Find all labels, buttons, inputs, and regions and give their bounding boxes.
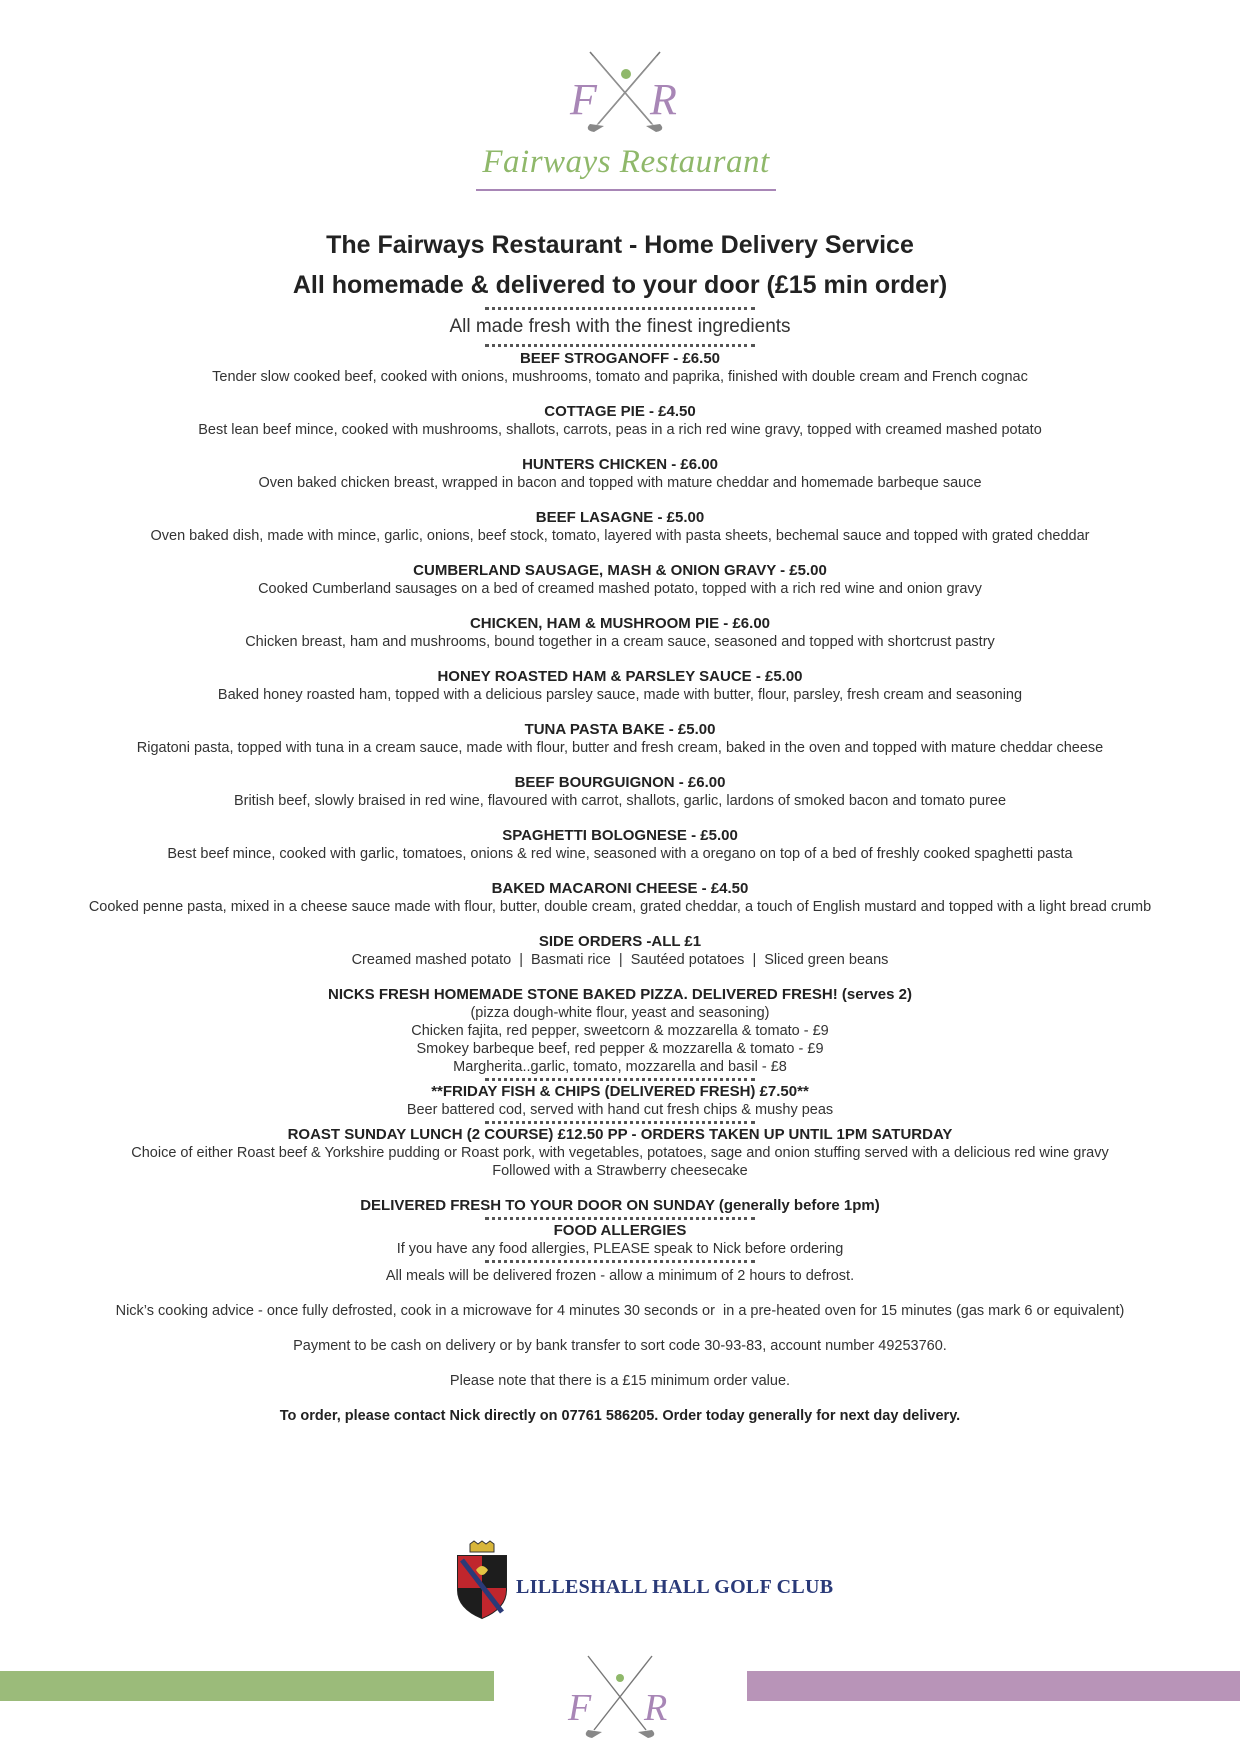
dish-item bbox=[40, 403, 1200, 439]
dish-name: COTTAGE PIE - £4.50 bbox=[544, 403, 696, 420]
minimum-order-note: Please note that there is a £15 minimum order value. bbox=[449, 1373, 791, 1389]
payment-info: Payment to be cash on delivery or by bank transfer to sort code 30-93-83, account number 49253760. bbox=[293, 1338, 947, 1354]
side-orders-items: Creamed mashed potato | Basmati rice | Sautéed potatoes | Sliced green beans bbox=[351, 952, 889, 968]
footer-band-green bbox=[0, 1671, 494, 1701]
monogram-r: R bbox=[650, 75, 677, 124]
dish-name: BEEF LASAGNE - £5.00 bbox=[535, 509, 705, 526]
friday-title: **FRIDAY FISH & CHIPS (DELIVERED FRESH) £7.50** bbox=[431, 1083, 809, 1100]
dotted-divider bbox=[485, 344, 755, 347]
monogram-r: R bbox=[644, 1687, 668, 1729]
dotted-divider bbox=[485, 1260, 755, 1263]
sunday-description: Choice of either Roast beef & Yorkshire pudding or Roast pork, with vegetables, potatoes, sage and onion stuffing served with a delicious red wine gravy bbox=[131, 1145, 1109, 1161]
side-orders bbox=[40, 933, 1200, 969]
dish-item bbox=[40, 774, 1200, 810]
logo-script-text: Fairways Restaurant bbox=[482, 144, 770, 180]
allergies-title: FOOD ALLERGIES bbox=[553, 1222, 687, 1239]
dotted-divider bbox=[485, 1078, 755, 1081]
dish-item bbox=[40, 509, 1200, 545]
dish-description: Rigatoni pasta, topped with tuna in a cream sauce, made with flour, butter and fresh cream, baked in the oven and topped with mature cheddar cheese bbox=[136, 740, 1104, 756]
dish-description: Chicken breast, ham and mushrooms, bound together in a cream sauce, seasoned and topped with shortcrust pastry bbox=[245, 634, 995, 650]
dish-item bbox=[40, 721, 1200, 757]
pizza-section bbox=[40, 986, 1200, 1076]
dish-item bbox=[40, 827, 1200, 863]
dotted-divider bbox=[485, 307, 755, 310]
club-name: LILLESHALL HALL GOLF CLUB bbox=[516, 1576, 834, 1598]
golf-club-logo bbox=[450, 1540, 834, 1620]
dish-name: TUNA PASTA BAKE - £5.00 bbox=[524, 721, 716, 738]
sunday-lunch bbox=[40, 1126, 1200, 1215]
allergies-description: If you have any food allergies, PLEASE speak to Nick before ordering bbox=[396, 1241, 844, 1257]
dish-name: CHICKEN, HAM & MUSHROOM PIE - £6.00 bbox=[469, 615, 771, 632]
menu-content bbox=[40, 225, 1200, 1425]
dish-name: CUMBERLAND SAUSAGE, MASH & ONION GRAVY - £5.00 bbox=[413, 562, 827, 579]
dish-item bbox=[40, 668, 1200, 704]
frozen-note: All meals will be delivered frozen - allow a minimum of 2 hours to defrost. bbox=[385, 1268, 855, 1284]
dish-name: HUNTERS CHICKEN - £6.00 bbox=[522, 456, 718, 473]
allergies-section bbox=[40, 1222, 1200, 1258]
dish-item bbox=[40, 350, 1200, 386]
dish-description: Best beef mince, cooked with garlic, tomatoes, onions & red wine, seasoned with a oregano on top of a bed of freshly cooked spaghetti pasta bbox=[167, 846, 1073, 862]
logo-underline bbox=[476, 189, 776, 191]
golf-ball-icon bbox=[616, 1674, 624, 1682]
monogram-f: F bbox=[568, 1687, 592, 1729]
dish-name: SPAGHETTI BOLOGNESE - £5.00 bbox=[502, 827, 738, 844]
club-crest-icon bbox=[450, 1540, 514, 1620]
order-contact: To order, please contact Nick directly on 07761 586205. Order today generally for next day delivery. bbox=[279, 1408, 961, 1424]
friday-special bbox=[40, 1083, 1200, 1119]
dish-description: Baked honey roasted ham, topped with a delicious parsley sauce, made with butter, flour, parsley, fresh cream and seasoning bbox=[217, 687, 1023, 703]
footer-band-purple bbox=[747, 1671, 1240, 1701]
golf-ball-icon bbox=[621, 69, 631, 79]
sunday-dessert: Followed with a Strawberry cheesecake bbox=[492, 1163, 748, 1179]
crossed-golf-clubs-icon bbox=[470, 48, 780, 143]
page-subtitle: All homemade & delivered to your door (£15 min order) bbox=[292, 271, 948, 299]
pizza-option: Margherita..garlic, tomato, mozzarella and basil - £8 bbox=[453, 1059, 787, 1075]
footer-monogram-logo bbox=[560, 1652, 680, 1747]
dish-name: BEEF BOURGUIGNON - £6.00 bbox=[514, 774, 726, 791]
dish-description: Best lean beef mince, cooked with mushrooms, shallots, carrots, peas in a rich red wine gravy, topped with creamed mashed potato bbox=[198, 422, 1042, 438]
dish-description: Cooked Cumberland sausages on a bed of creamed mashed potato, topped with a rich red wine and onion gravy bbox=[258, 581, 982, 597]
dish-item bbox=[40, 880, 1200, 916]
sunday-title: ROAST SUNDAY LUNCH (2 COURSE) £12.50 PP - ORDERS TAKEN UP UNTIL 1PM SATURDAY bbox=[287, 1126, 953, 1143]
dish-name: BAKED MACARONI CHEESE - £4.50 bbox=[491, 880, 749, 897]
pizza-title: NICKS FRESH HOMEMADE STONE BAKED PIZZA. DELIVERED FRESH! (serves 2) bbox=[328, 986, 912, 1003]
dotted-divider bbox=[485, 1217, 755, 1220]
dish-name: HONEY ROASTED HAM & PARSLEY SAUCE - £5.00 bbox=[437, 668, 803, 685]
sunday-delivery: DELIVERED FRESH TO YOUR DOOR ON SUNDAY (generally before 1pm) bbox=[360, 1197, 880, 1214]
dish-name: BEEF STROGANOFF - £6.50 bbox=[519, 350, 721, 367]
dotted-divider bbox=[485, 1121, 755, 1124]
dish-description: Oven baked chicken breast, wrapped in bacon and topped with mature cheddar and homemade barbeque sauce bbox=[258, 475, 982, 491]
dish-description: Tender slow cooked beef, cooked with onions, mushrooms, tomato and paprika, finished with double cream and French cognac bbox=[212, 369, 1028, 385]
page-title: The Fairways Restaurant - Home Delivery Service bbox=[326, 231, 914, 259]
side-orders-title: SIDE ORDERS -ALL £1 bbox=[538, 933, 702, 950]
dish-description: Cooked penne pasta, mixed in a cheese sauce made with flour, butter, double cream, grated cheddar, a touch of English mustard and topped with a light bread crumb bbox=[88, 899, 1152, 915]
restaurant-logo bbox=[470, 48, 780, 198]
dish-description: British beef, slowly braised in red wine, flavoured with carrot, shallots, garlic, lardons of smoked bacon and tomato puree bbox=[233, 793, 1007, 809]
dish-item bbox=[40, 615, 1200, 651]
dish-item bbox=[40, 456, 1200, 492]
friday-description: Beer battered cod, served with hand cut fresh chips & mushy peas bbox=[406, 1102, 834, 1118]
pizza-dough: (pizza dough-white flour, yeast and seasoning) bbox=[470, 1005, 770, 1021]
pizza-option: Smokey barbeque beef, red pepper & mozzarella & tomato - £9 bbox=[416, 1041, 824, 1057]
dish-description: Oven baked dish, made with mince, garlic, onions, beef stock, tomato, layered with pasta sheets, bechemal sauce and topped with grated cheddar bbox=[150, 528, 1090, 544]
pizza-option: Chicken fajita, red pepper, sweetcorn & mozzarella & tomato - £9 bbox=[411, 1023, 829, 1039]
dish-item bbox=[40, 562, 1200, 598]
monogram-f: F bbox=[570, 75, 597, 124]
cooking-advice: Nick’s cooking advice - once fully defrosted, cook in a microwave for 4 minutes 30 seconds or in a pre-heated oven for 15 minutes (gas mark 6 or equivalent) bbox=[115, 1303, 1125, 1319]
tagline: All made fresh with the finest ingredients bbox=[449, 316, 791, 337]
